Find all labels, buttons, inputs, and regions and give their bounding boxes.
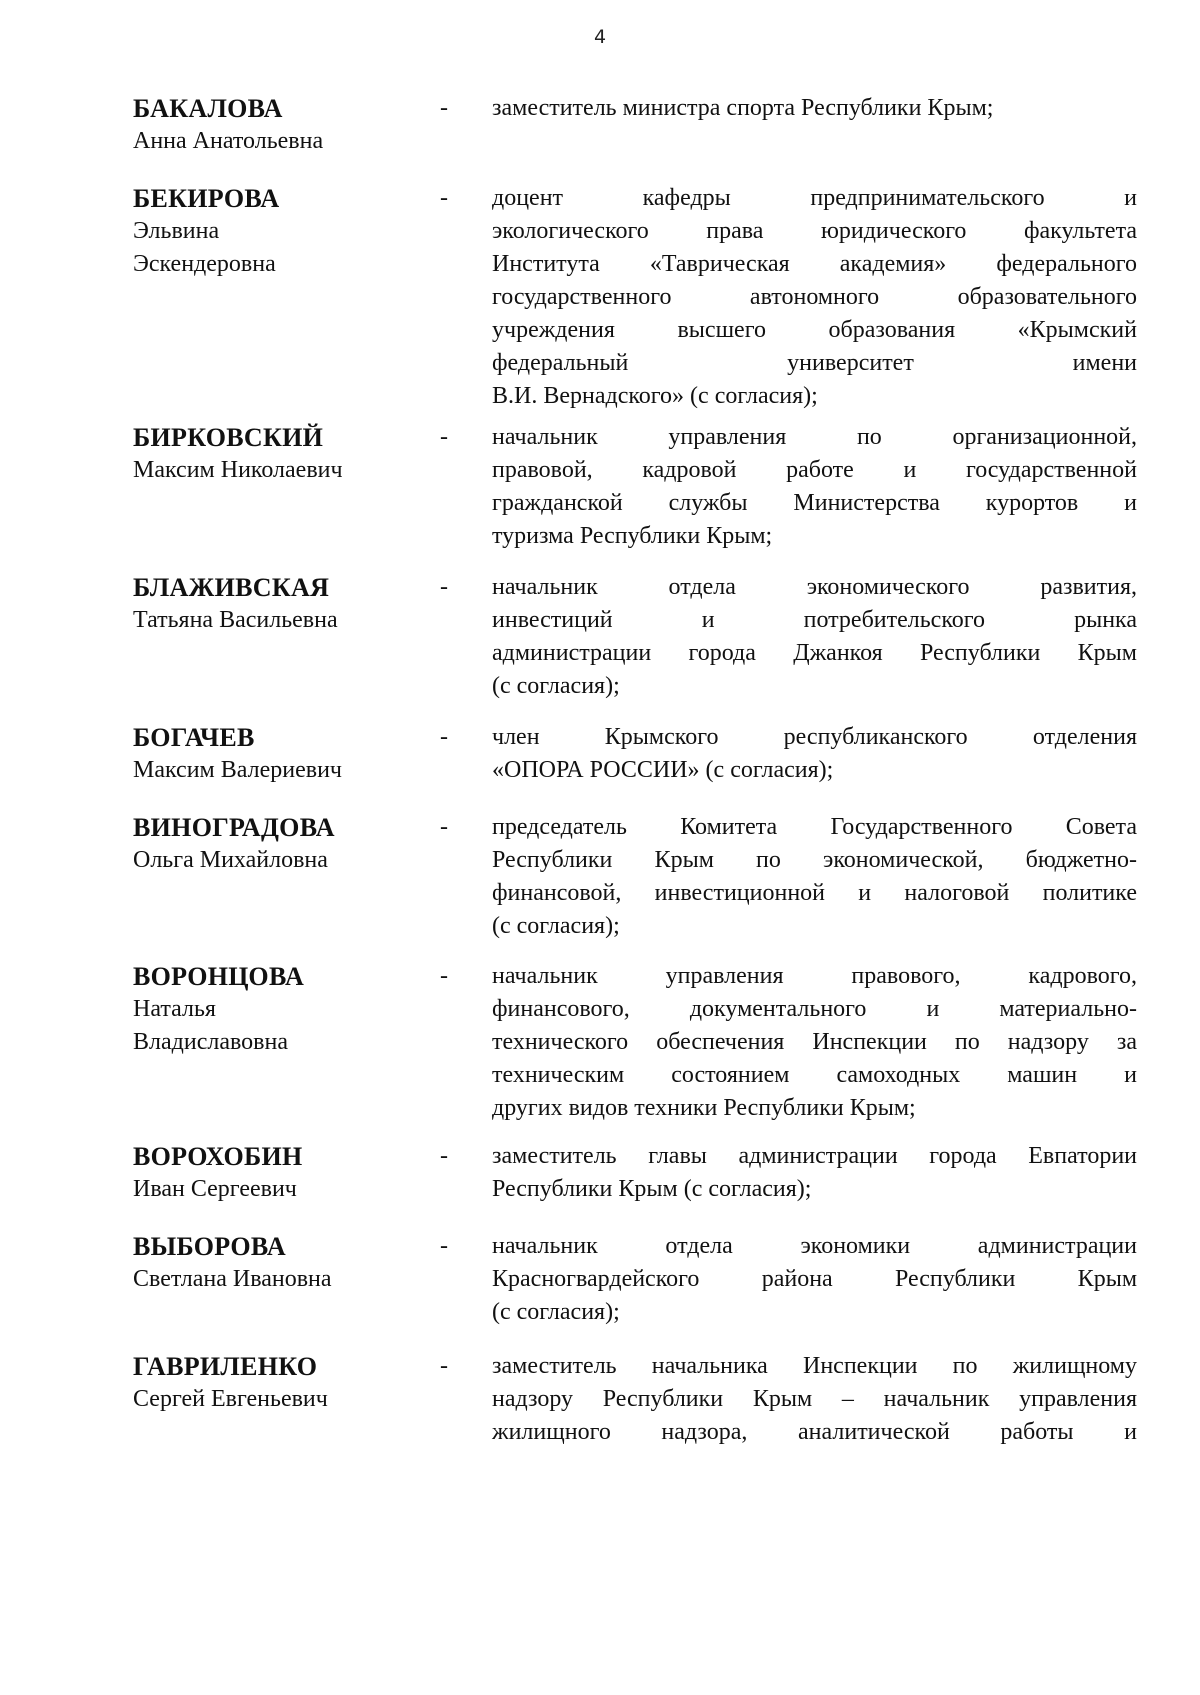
member-name: [133, 182, 433, 281]
member-position: [492, 182, 1137, 413]
member-name: [133, 811, 433, 877]
position-line: заместитель главы администрации города Евпатории: [492, 1143, 1137, 1169]
entry-dash: -: [440, 1353, 448, 1379]
member-surname: БОГАЧЕВ: [133, 723, 255, 752]
member-name: [133, 1230, 433, 1296]
member-name: [133, 421, 433, 487]
member-surname: ВОРОНЦОВА: [133, 962, 305, 991]
position-line: «ОПОРА РОССИИ» (с согласия);: [492, 757, 834, 783]
position-line: технического обеспечения Инспекции по надзору за: [492, 1029, 1137, 1055]
member-name: [133, 1350, 433, 1416]
member-surname: ГАВРИЛЕНКО: [133, 1352, 318, 1381]
position-line: заместитель министра спорта Республики Крым;: [492, 95, 994, 121]
member-position: [492, 721, 1137, 787]
member-position: [492, 960, 1137, 1125]
position-line: Республики Крым (с согласия);: [492, 1176, 812, 1202]
member-given-name: Светлана Ивановна: [133, 1266, 332, 1292]
member-given-name: Татьяна Васильевна: [133, 607, 338, 633]
position-line: финансового, документального и материально-: [492, 996, 1137, 1022]
position-line: надзору Республики Крым – начальник управления: [492, 1386, 1137, 1412]
position-line: государственного автономного образовательного: [492, 284, 1137, 310]
position-line: финансовой, инвестиционной и налоговой политике: [492, 880, 1137, 906]
position-line: гражданской службы Министерства курортов и: [492, 490, 1137, 516]
member-position: [492, 1140, 1137, 1206]
position-line: правовой, кадровой работе и государственной: [492, 457, 1137, 483]
entry-dash: -: [440, 1233, 448, 1259]
position-line: Республики Крым по экономической, бюджетно-: [492, 847, 1137, 873]
entry-dash: -: [440, 963, 448, 989]
member-surname: БИРКОВСКИЙ: [133, 423, 324, 452]
position-line: техническим состоянием самоходных машин и: [492, 1062, 1137, 1088]
position-line: Красногвардейского района Республики Крым: [492, 1266, 1137, 1292]
member-given-name: Ольга Михайловна: [133, 847, 328, 873]
position-line: жилищного надзора, аналитической работы и: [492, 1419, 1137, 1445]
position-line: туризма Республики Крым;: [492, 523, 773, 549]
member-surname: ВОРОХОБИН: [133, 1142, 303, 1171]
member-given-name: Иван Сергеевич: [133, 1176, 297, 1202]
member-surname: ВИНОГРАДОВА: [133, 813, 335, 842]
member-name: [133, 92, 433, 158]
position-line: начальник управления правового, кадрового,: [492, 963, 1137, 989]
position-line: начальник управления по организационной,: [492, 424, 1137, 450]
member-name: [133, 1140, 433, 1206]
position-line: экологического права юридического факультета: [492, 218, 1137, 244]
member-position: [492, 1230, 1137, 1329]
entry-dash: -: [440, 574, 448, 600]
member-name: [133, 571, 433, 637]
position-line: В.И. Вернадского» (с согласия);: [492, 383, 818, 409]
member-given-name: Сергей Евгеньевич: [133, 1386, 328, 1412]
member-name: [133, 960, 433, 1059]
entry-dash: -: [440, 814, 448, 840]
member-given-name: Максим Валериевич: [133, 757, 342, 783]
entry-dash: -: [440, 424, 448, 450]
member-given-name: Анна Анатольевна: [133, 128, 324, 154]
page-number: 4: [593, 26, 607, 48]
position-line: доцент кафедры предпринимательского и: [492, 185, 1137, 211]
position-line: председатель Комитета Государственного Совета: [492, 814, 1137, 840]
entry-dash: -: [440, 95, 448, 121]
member-position: [492, 92, 1137, 125]
position-line: администрации города Джанкоя Республики Крым: [492, 640, 1137, 666]
member-position: [492, 571, 1137, 703]
position-line: заместитель начальника Инспекции по жилищному: [492, 1353, 1137, 1379]
position-line: (с согласия);: [492, 913, 620, 939]
member-given-name: Эскендеровна: [133, 251, 276, 277]
position-line: инвестиций и потребительского рынка: [492, 607, 1137, 633]
position-line: (с согласия);: [492, 1299, 620, 1325]
member-position: [492, 811, 1137, 943]
position-line: учреждения высшего образования «Крымский: [492, 317, 1137, 343]
entry-dash: -: [440, 724, 448, 750]
entry-dash: -: [440, 185, 448, 211]
member-position: [492, 421, 1137, 553]
member-given-name: Максим Николаевич: [133, 457, 343, 483]
member-name: [133, 721, 433, 787]
position-line: начальник отдела экономики администрации: [492, 1233, 1137, 1259]
member-position: [492, 1350, 1137, 1449]
member-surname: ВЫБОРОВА: [133, 1232, 286, 1261]
position-line: (с согласия);: [492, 673, 620, 699]
position-line: федеральный университет имени: [492, 350, 1137, 376]
entry-dash: -: [440, 1143, 448, 1169]
member-surname: БЕКИРОВА: [133, 184, 280, 213]
position-line: других видов техники Республики Крым;: [492, 1095, 916, 1121]
position-line: начальник отдела экономического развития,: [492, 574, 1137, 600]
member-given-name: Наталья: [133, 996, 216, 1022]
position-line: Института «Таврическая академия» федерального: [492, 251, 1137, 277]
member-given-name: Эльвина: [133, 218, 220, 244]
member-surname: БАКАЛОВА: [133, 94, 283, 123]
member-given-name: Владиславовна: [133, 1029, 288, 1055]
member-surname: БЛАЖИВСКАЯ: [133, 573, 330, 602]
position-line: член Крымского республиканского отделения: [492, 724, 1137, 750]
